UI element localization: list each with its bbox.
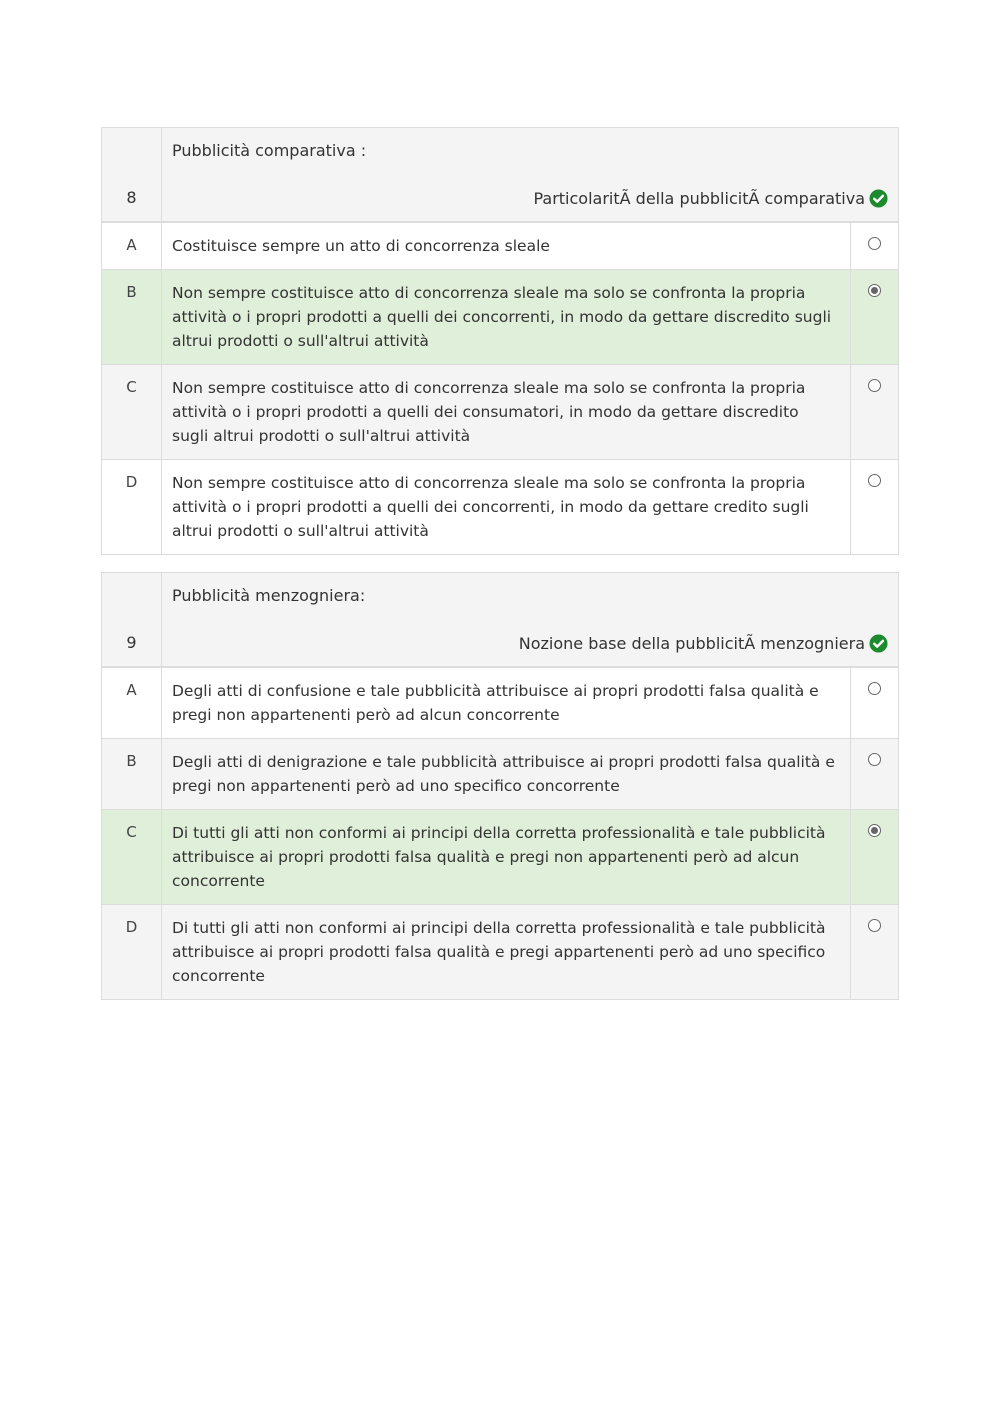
radio-button[interactable] xyxy=(868,379,881,392)
option-letter: D xyxy=(102,905,162,999)
check-circle-icon xyxy=(869,634,888,653)
question-header xyxy=(102,128,898,223)
option-letter: B xyxy=(102,270,162,364)
option-text: Non sempre costituisce atto di concorrenza sleale ma solo se confronta la propria attività o i propri prodotti a quelli dei consumatori, in modo da gettare discredito sugli altrui prodotti o sull'altrui attività xyxy=(162,365,851,459)
answer-option-b[interactable] xyxy=(102,738,898,809)
option-text: Degli atti di confusione e tale pubblicità attribuisce ai propri prodotti falsa qualità e pregi non appartenenti però ad alcun concorrente xyxy=(162,668,851,738)
option-letter: C xyxy=(102,810,162,904)
radio-button[interactable] xyxy=(868,753,881,766)
question-card-9 xyxy=(101,572,899,1000)
option-text: Di tutti gli atti non conformi ai principi della corretta professionalità e tale pubblicità attribuisce ai propri prodotti falsa qualità e pregi appartenenti però ad uno specifico concorrente xyxy=(162,905,851,999)
question-header xyxy=(102,573,898,668)
question-number: 9 xyxy=(102,573,162,666)
answer-option-b[interactable] xyxy=(102,269,898,364)
option-letter: A xyxy=(102,668,162,738)
option-letter: A xyxy=(102,223,162,269)
radio-button[interactable] xyxy=(868,919,881,932)
radio-button-selected[interactable] xyxy=(868,824,881,837)
radio-button-selected[interactable] xyxy=(868,284,881,297)
option-letter: C xyxy=(102,365,162,459)
option-text: Di tutti gli atti non conformi ai principi della corretta professionalità e tale pubblicità attribuisce ai propri prodotti falsa qualità e pregi non appartenenti però ad alcun concorrente xyxy=(162,810,851,904)
option-text: Non sempre costituisce atto di concorrenza sleale ma solo se confronta la propria attività o i propri prodotti a quelli dei concorrenti, in modo da gettare credito sugli altrui prodotti o sull'altrui attività xyxy=(162,460,851,554)
radio-button[interactable] xyxy=(868,682,881,695)
answer-option-c[interactable] xyxy=(102,809,898,904)
radio-button[interactable] xyxy=(868,474,881,487)
question-title: Pubblicità comparativa : xyxy=(172,141,367,160)
option-text: Non sempre costituisce atto di concorrenza sleale ma solo se confronta la propria attività o i propri prodotti a quelli dei concorrenti, in modo da gettare discredito sugli altrui prodotti o sull'altrui attività xyxy=(162,270,851,364)
question-topic-label: Nozione base della pubblicitÃ menzogniera xyxy=(518,634,865,653)
option-text: Degli atti di denigrazione e tale pubblicità attribuisce ai propri prodotti falsa qualità e pregi non appartenenti però ad uno specifico concorrente xyxy=(162,739,851,809)
option-letter: D xyxy=(102,460,162,554)
answer-option-a[interactable] xyxy=(102,223,898,269)
question-title: Pubblicità menzogniera: xyxy=(172,586,366,605)
answer-option-d[interactable] xyxy=(102,904,898,999)
question-body xyxy=(162,573,898,666)
answer-option-c[interactable] xyxy=(102,364,898,459)
question-topic xyxy=(533,189,888,208)
option-text: Costituisce sempre un atto di concorrenza sleale xyxy=(162,223,851,269)
question-topic-label: ParticolaritÃ della pubblicitÃ comparativa xyxy=(533,189,865,208)
answer-option-d[interactable] xyxy=(102,459,898,554)
radio-button[interactable] xyxy=(868,237,881,250)
check-circle-icon xyxy=(869,189,888,208)
option-letter: B xyxy=(102,739,162,809)
answer-option-a[interactable] xyxy=(102,668,898,738)
question-number: 8 xyxy=(102,128,162,221)
question-card-8 xyxy=(101,127,899,555)
question-topic xyxy=(519,634,888,653)
question-body xyxy=(162,128,898,221)
